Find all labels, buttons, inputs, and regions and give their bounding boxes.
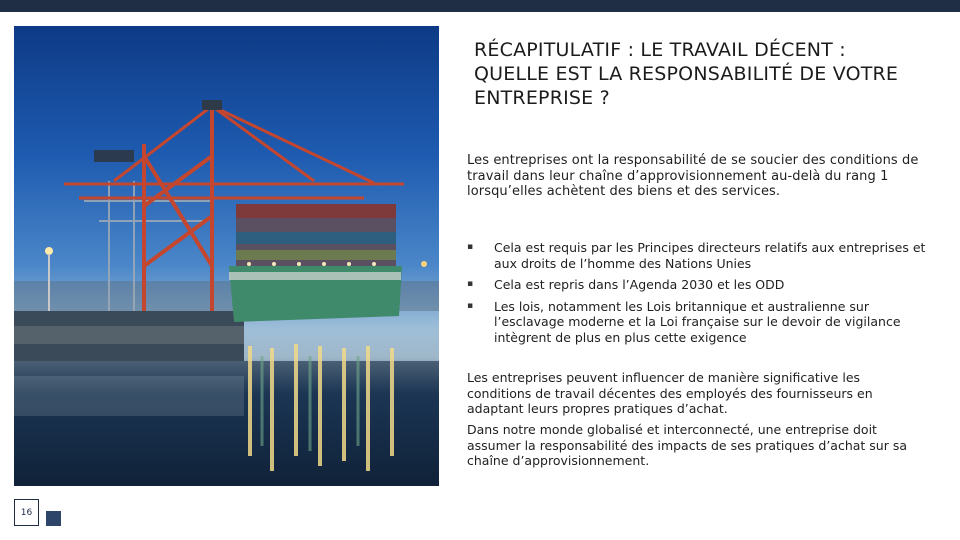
paragraph-globalized-world: Dans notre monde globalisé et interconnecté, une entreprise doit assumer la responsabilité des impacts de ses pratiques d’achat sur sa chaîne d’approvisionnement. [467, 422, 908, 468]
page-number: 16 [14, 499, 39, 526]
list-item [467, 240, 927, 271]
bullet-list [467, 240, 927, 351]
slide-title: RÉCAPITULATIF : LE TRAVAIL DÉCENT : QUELLE EST LA RESPONSABILITÉ DE VOTRE ENTREPRISE ? [474, 39, 899, 109]
intro-text: Les entreprises ont la responsabilité de se soucier des conditions de travail dans leur chaîne d’approvisionnement au-delà du rang 1 lorsqu’elles achètent des biens et des services. [467, 153, 919, 199]
bullet-text: Cela est requis par les Principes directeurs relatifs aux entreprises et aux droits de l’homme des Nations Unies [494, 240, 926, 271]
list-item [467, 277, 927, 293]
port-container-ship-photo [14, 26, 439, 486]
bullet-text: Les lois, notamment les Lois britannique et australienne sur l’esclavage moderne et la Loi française sur le devoir de vigilance intègrent de plus en plus cette exigence [494, 298, 901, 345]
header-bar [0, 0, 960, 12]
paragraph-influence: Les entreprises peuvent influencer de manière significative les conditions de travail décentes des employés des fournisseurs en adaptant leurs propres pratiques d’achat. [467, 370, 873, 416]
bullet-text: Cela est repris dans l’Agenda 2030 et les ODD [494, 277, 785, 292]
list-item [467, 299, 927, 346]
bullet-icon: ▪ [467, 300, 474, 311]
bullet-icon: ▪ [467, 279, 474, 289]
page-marker-square [46, 511, 61, 526]
bullet-icon: ▪ [467, 242, 474, 252]
